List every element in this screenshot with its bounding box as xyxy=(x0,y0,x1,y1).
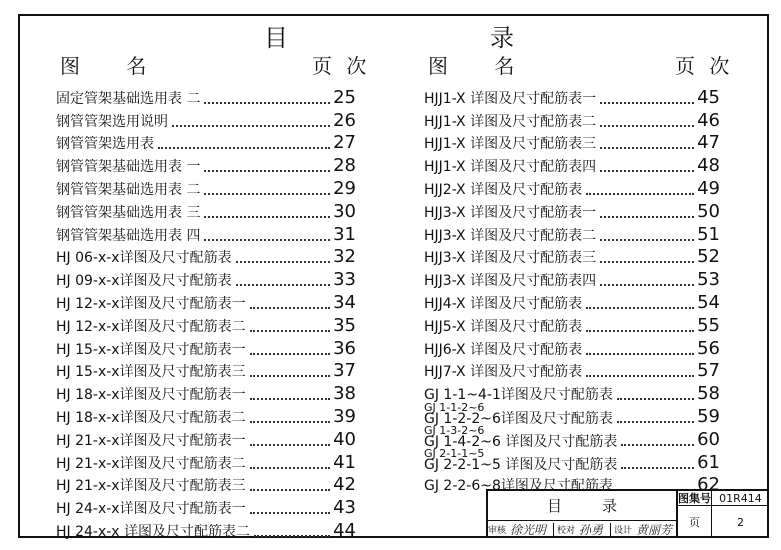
toc-entry xyxy=(424,198,720,221)
toc-entry xyxy=(56,244,356,267)
dot-leader xyxy=(236,261,330,263)
review-signature: 徐光明 xyxy=(510,523,547,537)
toc-entry xyxy=(56,130,356,153)
toc-entry-page: 34 xyxy=(333,291,356,313)
toc-entry-title: HJJ3-X 详图及尺寸配筋表四 xyxy=(424,273,597,290)
toc-entry-title: HJJ1-X 详图及尺寸配筋表二 xyxy=(424,113,597,130)
toc-entry-page: 51 xyxy=(697,223,720,245)
toc-entry xyxy=(56,335,356,358)
dot-leader xyxy=(204,170,330,172)
left-col-page-header: 页 次 xyxy=(312,54,367,78)
toc-entry-main-title: GJ 1-4-2~6 详图及尺寸配筋表 xyxy=(424,433,618,450)
toc-entry xyxy=(424,221,720,244)
toc-entry-title: HJJ3-X 详图及尺寸配筋表三 xyxy=(424,250,597,267)
toc-entry-title: HJJ3-X 详图及尺寸配筋表一 xyxy=(424,204,597,221)
toc-entry-title: HJJ4-X 详图及尺寸配筋表 xyxy=(424,295,583,312)
toc-entry xyxy=(56,403,356,426)
toc-entry xyxy=(56,266,356,289)
toc-entry-page: 33 xyxy=(333,269,356,291)
toc-entry-page: 37 xyxy=(333,360,356,382)
toc-entry-subtitle: GJ 1-1-2~6 xyxy=(424,401,485,415)
toc-entry-title: 固定管架基础选用表 二 xyxy=(56,90,201,107)
toc-entry-page: 56 xyxy=(697,337,720,359)
toc-entry-title: 钢管管架基础选用表 三 xyxy=(56,204,201,221)
dot-leader xyxy=(250,307,330,309)
toc-heading-right: 录 xyxy=(490,24,514,52)
toc-entry-page: 62 xyxy=(697,474,720,496)
toc-entry xyxy=(56,380,356,403)
toc-entry-page: 43 xyxy=(333,497,356,519)
toc-entry-page: 58 xyxy=(697,383,720,405)
toc-entry-page: 46 xyxy=(697,109,720,131)
toc-entry-page: 61 xyxy=(697,451,720,473)
dot-leader xyxy=(204,216,330,218)
toc-entry-page: 45 xyxy=(697,86,720,108)
toc-entry-title: HJ 24-x-x详图及尺寸配筋表一 xyxy=(56,501,246,518)
dot-leader xyxy=(617,398,694,400)
toc-entry-title xyxy=(424,446,618,473)
toc-entry-page: 47 xyxy=(697,132,720,154)
toc-entry-page: 60 xyxy=(697,428,720,450)
toc-entry-main-title: GJ 1-2-2~6详图及尺寸配筋表 xyxy=(424,411,613,428)
toc-entry-page: 25 xyxy=(333,86,356,108)
toc-entry-page: 31 xyxy=(333,223,356,245)
toc-entry-title: HJ 12-x-x详图及尺寸配筋表二 xyxy=(56,318,246,335)
toc-entry xyxy=(424,107,720,130)
toc-entry xyxy=(424,130,720,153)
dot-leader xyxy=(250,421,330,423)
dot-leader xyxy=(158,147,330,149)
toc-entry xyxy=(56,517,356,540)
toc-entry-title: HJJ3-X 详图及尺寸配筋表二 xyxy=(424,227,597,244)
toc-entry-title: HJJ6-X 详图及尺寸配筋表 xyxy=(424,341,583,358)
toc-entry-title: HJ 21-x-x详图及尺寸配筋表二 xyxy=(56,455,246,472)
toc-entry-page: 32 xyxy=(333,246,356,268)
dot-leader xyxy=(600,125,694,127)
dot-leader xyxy=(250,353,330,355)
toc-entry-title: HJ 21-x-x详图及尺寸配筋表三 xyxy=(56,478,246,495)
toc-entry-title: HJ 12-x-x详图及尺寸配筋表一 xyxy=(56,295,246,312)
toc-entry xyxy=(56,472,356,495)
toc-entry xyxy=(424,358,720,381)
dot-leader xyxy=(250,444,330,446)
dot-leader xyxy=(600,147,694,149)
toc-entry-title xyxy=(424,403,613,426)
toc-entry-page: 55 xyxy=(697,314,720,336)
dot-leader xyxy=(600,239,694,241)
toc-entry-main-title: GJ 2-2-1~5 详图及尺寸配筋表 xyxy=(424,456,618,473)
toc-entry xyxy=(56,152,356,175)
divider xyxy=(610,523,611,537)
toc-entry-title: 钢管管架选用表 xyxy=(56,136,154,153)
toc-entry xyxy=(56,107,356,130)
dot-leader xyxy=(617,421,694,423)
toc-entry xyxy=(424,380,720,403)
toc-entry-title: HJ 15-x-x详图及尺寸配筋表一 xyxy=(56,341,246,358)
toc-entry-title: HJJ1-X 详图及尺寸配筋表四 xyxy=(424,159,597,176)
toc-entry-page: 57 xyxy=(697,360,720,382)
dot-leader xyxy=(600,284,694,286)
atlas-number: 01R414 xyxy=(712,491,769,506)
toc-entry-page: 28 xyxy=(333,155,356,177)
toc-entry xyxy=(424,152,720,175)
dot-leader xyxy=(204,193,330,195)
design-label: 设计 xyxy=(614,526,633,536)
toc-entry-page: 26 xyxy=(333,109,356,131)
toc-entry-page: 41 xyxy=(333,451,356,473)
toc-entry-title: 钢管管架选用说明 xyxy=(56,113,168,130)
toc-entry-title: HJ 15-x-x详图及尺寸配筋表三 xyxy=(56,364,246,381)
toc-entry-page: 54 xyxy=(697,291,720,313)
dot-leader xyxy=(600,216,694,218)
page-label: 页 xyxy=(678,506,712,538)
dot-leader xyxy=(621,467,694,469)
toc-entry xyxy=(56,198,356,221)
toc-entry-page: 27 xyxy=(333,132,356,154)
toc-entry-page: 59 xyxy=(697,405,720,427)
toc-entry-title: HJJ5-X 详图及尺寸配筋表 xyxy=(424,318,583,335)
toc-entry xyxy=(424,312,720,335)
toc-entry-page: 30 xyxy=(333,200,356,222)
dot-leader xyxy=(172,125,330,127)
toc-entry-title: GJ 2-2-6~8详图及尺寸配筋表 xyxy=(424,478,613,495)
dot-leader xyxy=(204,102,330,104)
toc-entry-title: HJJ7-X 详图及尺寸配筋表 xyxy=(424,364,583,381)
toc-entry-title: HJJ2-X 详图及尺寸配筋表 xyxy=(424,181,583,198)
toc-entry-subtitle: GJ 2-1-1~5 xyxy=(424,446,485,460)
toc-entry-title: HJJ1-X 详图及尺寸配筋表三 xyxy=(424,136,597,153)
toc-entry xyxy=(424,244,720,267)
title-block-title: 目录 xyxy=(488,491,678,521)
toc-entry-page: 53 xyxy=(697,269,720,291)
dot-leader xyxy=(586,353,694,355)
toc-entry xyxy=(424,335,720,358)
toc-entry-page: 29 xyxy=(333,177,356,199)
right-toc-list xyxy=(424,84,720,494)
dot-leader xyxy=(600,170,694,172)
toc-heading-left: 目 xyxy=(264,24,288,52)
check-signature: 孙勇 xyxy=(579,523,604,537)
toc-entry-page: 40 xyxy=(333,428,356,450)
dot-leader xyxy=(250,489,330,491)
dot-leader xyxy=(254,535,330,537)
toc-entry-title: HJ 21-x-x详图及尺寸配筋表一 xyxy=(56,432,246,449)
toc-entry-title: HJ 18-x-x详图及尺寸配筋表二 xyxy=(56,409,246,426)
toc-entry-page: 38 xyxy=(333,383,356,405)
left-toc-list xyxy=(56,84,356,540)
toc-entry xyxy=(424,175,720,198)
toc-entry-title: 钢管管架基础选用表 一 xyxy=(56,159,201,176)
toc-entry xyxy=(424,289,720,312)
atlas-number-label: 图集号 xyxy=(678,492,711,505)
review-label: 审核 xyxy=(488,526,507,536)
left-col-name-header: 图 名 xyxy=(60,54,147,78)
toc-entry-title: 钢管管架基础选用表 四 xyxy=(56,227,201,244)
toc-entry-page: 42 xyxy=(333,474,356,496)
toc-entry-title: HJ 24-x-x 详图及尺寸配筋表二 xyxy=(56,523,251,540)
toc-entry-subtitle: GJ 1-3-2~6 xyxy=(424,423,485,437)
toc-entry-page: 35 xyxy=(333,314,356,336)
toc-entry xyxy=(424,266,720,289)
signature-row xyxy=(488,521,678,538)
dot-leader xyxy=(250,398,330,400)
toc-entry-page: 48 xyxy=(697,155,720,177)
toc-entry xyxy=(56,221,356,244)
toc-entry xyxy=(424,423,720,450)
toc-entry-page: 39 xyxy=(333,405,356,427)
title-block xyxy=(486,489,769,538)
toc-entry-page: 50 xyxy=(697,200,720,222)
toc-entry xyxy=(424,403,720,426)
toc-entry xyxy=(424,84,720,107)
dot-leader xyxy=(586,375,694,377)
dot-leader xyxy=(600,102,694,104)
toc-entry-title: HJJ1-X 详图及尺寸配筋表一 xyxy=(424,90,597,107)
check-label: 校对 xyxy=(557,526,576,536)
toc-entry-page: 52 xyxy=(697,246,720,268)
toc-entry xyxy=(56,312,356,335)
toc-entry xyxy=(56,494,356,517)
dot-leader xyxy=(586,307,694,309)
dot-leader xyxy=(250,375,330,377)
dot-leader xyxy=(236,284,330,286)
dot-leader xyxy=(250,330,330,332)
page-number: 2 xyxy=(737,515,744,529)
toc-entry xyxy=(56,289,356,312)
toc-entry-page: 36 xyxy=(333,337,356,359)
toc-entry-title xyxy=(424,423,618,450)
dot-leader xyxy=(621,444,694,446)
toc-entry-title: 钢管管架基础选用表 二 xyxy=(56,181,201,198)
toc-entry xyxy=(56,426,356,449)
dot-leader xyxy=(600,261,694,263)
toc-entry-title: HJ 06-x-x详图及尺寸配筋表 xyxy=(56,250,232,267)
right-col-name-header: 图 名 xyxy=(428,54,515,78)
toc-entry xyxy=(56,175,356,198)
dot-leader xyxy=(250,512,330,514)
design-signature: 黄丽芳 xyxy=(636,523,673,537)
toc-entry-page: 49 xyxy=(697,177,720,199)
dot-leader xyxy=(586,330,694,332)
toc-entry-page: 44 xyxy=(333,519,356,541)
dot-leader xyxy=(250,467,330,469)
toc-entry xyxy=(56,449,356,472)
toc-entry-title: HJ 18-x-x详图及尺寸配筋表一 xyxy=(56,387,246,404)
toc-entry xyxy=(424,446,720,473)
toc-entry-title: GJ 1-1~4-1详图及尺寸配筋表 xyxy=(424,387,613,404)
divider xyxy=(553,523,554,537)
dot-leader xyxy=(204,239,330,241)
right-col-page-header: 页 次 xyxy=(675,54,730,78)
toc-entry xyxy=(56,84,356,107)
toc-entry-title: HJ 09-x-x详图及尺寸配筋表 xyxy=(56,273,232,290)
dot-leader xyxy=(586,193,694,195)
toc-entry xyxy=(56,358,356,381)
